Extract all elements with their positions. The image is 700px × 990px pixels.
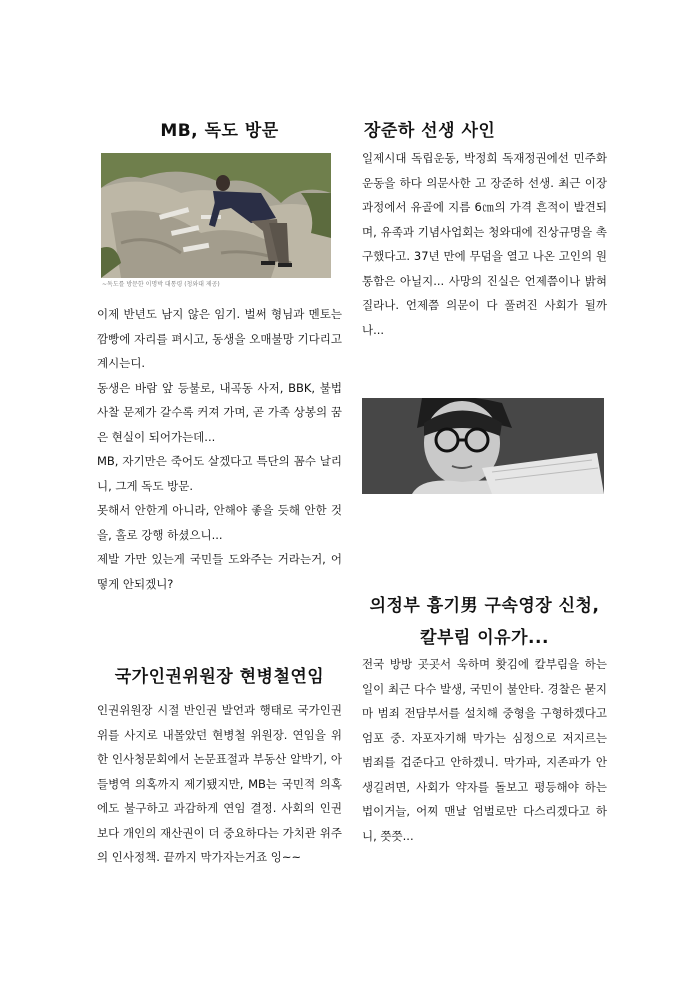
article-title-jang: 장준하 선생 사인 [364, 121, 496, 141]
article-title-hyun: 국가인권위원장 현병철연임 [114, 667, 325, 687]
dokdo-visit-photo [101, 153, 331, 278]
photo-caption: ~독도를 방문한 이명박 대통령 (청와대 제공) [102, 281, 220, 288]
paragraph: 인권위원장 시절 반인권 발언과 행태로 국가인권위를 사지로 내몰았던 현병철 위원장. 연임을 위한 인사청문회에서 논문표절과 부동산 알박기, 아들병역 의혹까지 제기됐지만, MB는 국민적 의혹에도 불구하고 과감하게 연임 결정. 사회의 인권보다 개인의 재산권이 더 중요하다는 가치관 위주의 인사정책. 끝까지 막가자는거죠 잉~~ [97, 703, 342, 864]
article-body-jang [362, 146, 607, 342]
article-title-uijeongbu [362, 590, 607, 654]
title-line: 의정부 흉기男 구속영장 신청, [369, 596, 600, 616]
paragraph: 일제시대 독립운동, 박정희 독재정권에선 민주화운동을 하다 의문사한 고 장준하 선생. 최근 이장 과정에서 유골에 지름 6㎝의 가격 흔적이 발견되며, 유족과 기념사업회는 청와대에 진상규명을 촉구했다고. 37년 만에 무덤을 열고 나온 고인의 원통함은 아닐지... 사망의 진실은 언제쯤이나 밝혀질라나. 언제쯤 의문이 다 풀려진 사회가 될까나... [362, 151, 607, 337]
paragraph: 이제 반년도 남지 않은 임기. 벌써 형님과 멘토는 깜빵에 자리를 펴시고, 동생을 오매불망 기다리고 계시는디. [97, 307, 342, 370]
article-body-hyun [97, 698, 342, 870]
title-line: 칼부림 이유가... [420, 628, 549, 648]
paragraph: 제발 가만 있는게 국민들 도와주는 거라는거, 어떻게 안되겠니? [97, 552, 342, 591]
article-body-dokdo [97, 302, 342, 596]
portrait-photo [362, 398, 604, 494]
paragraph: 전국 방방 곳곳서 욱하며 홧김에 칼부림을 하는 일이 최근 다수 발생, 국민이 불안타. 경찰은 묻지마 범죄 전담부서를 설치해 중형을 구형하겠다고 엄포 중. 자포자기해 막가는 심정으로 저지르는 범죄를 겁준다고 안하겠니. 막가파, 지존파가 안생길려면, 사회가 약자를 돌보고 평등해야 하는 법이거늘, 어찌 맨날 엄벌로만 다스리겠다고 하니, 쯧쯧... [362, 657, 607, 843]
paragraph: 못해서 안한게 아니라, 안해야 좋을 듯해 안한 것을, 홀로 강행 하셨으니... [97, 503, 342, 542]
paragraph: MB, 자기만은 죽어도 살겠다고 특단의 꼼수 날리니, 그게 독도 방문. [97, 454, 342, 493]
article-body-uijeongbu [362, 652, 607, 848]
paragraph: 동생은 바람 앞 등불로, 내곡동 사저, BBK, 불법사찰 문제가 갈수록 커져 가며, 곧 가족 상봉의 꿈은 현실이 되어가는데... [97, 380, 342, 444]
article-title-dokdo: MB, 독도 방문 [160, 121, 279, 141]
